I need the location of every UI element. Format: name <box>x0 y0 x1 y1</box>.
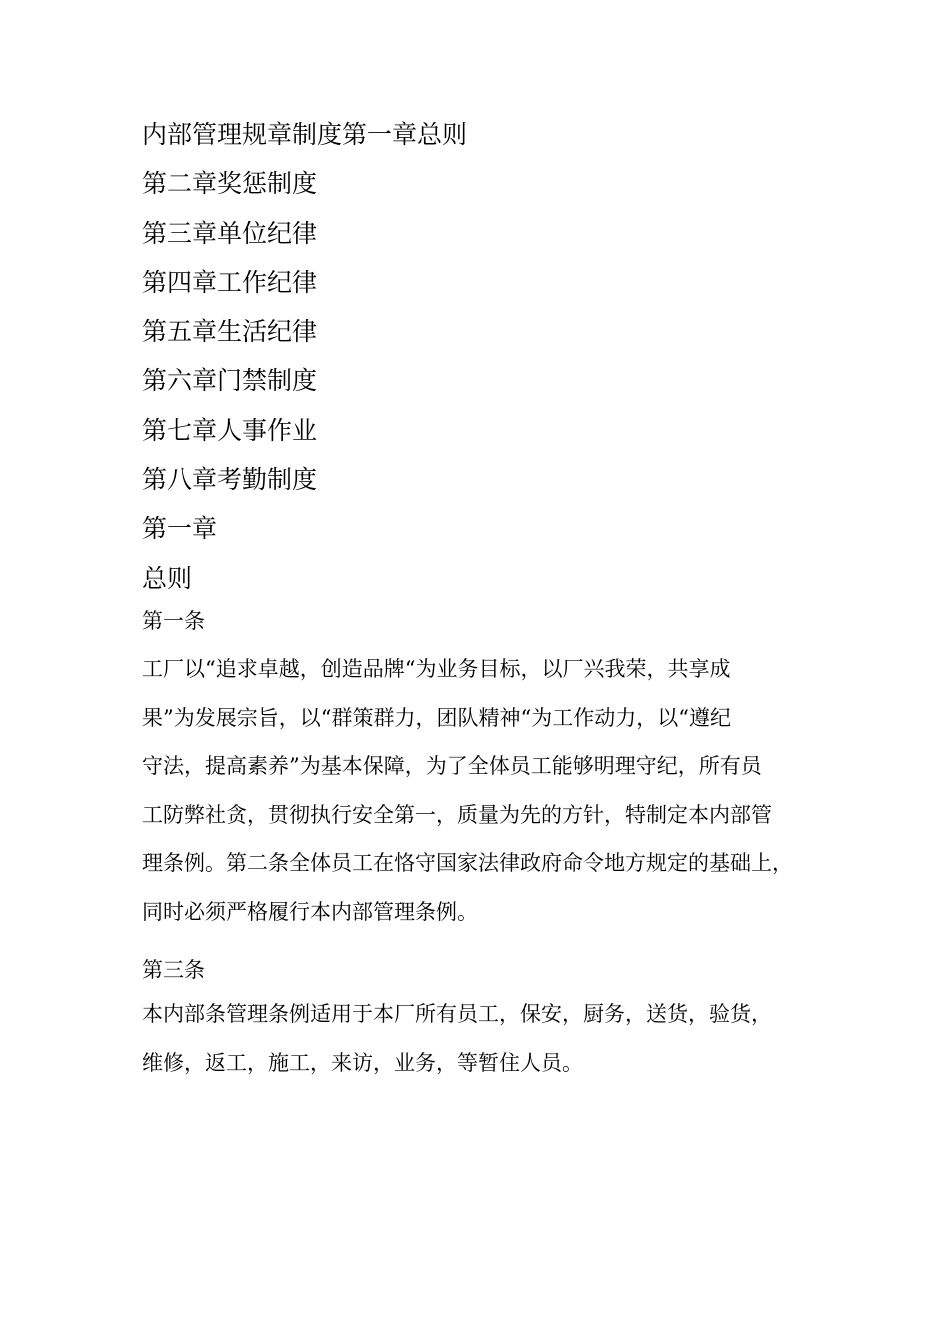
paragraph-line: 维修，返工，施工，来访，业务，等暂住人员。 <box>142 1050 583 1075</box>
article-3-body <box>142 990 842 1087</box>
chapter-heading: 第三章单位纪律 <box>142 218 318 248</box>
chapter-heading: 第四章工作纪律 <box>142 267 318 297</box>
paragraph-line: 果”为发展宗旨，以“群策群力，团队精神“为工作动力，以“遵纪 <box>142 705 731 730</box>
chapter-heading: 第七章人事作业 <box>142 415 318 445</box>
chapter-heading: 总则 <box>142 563 193 593</box>
chapter-heading: 第一章 <box>142 514 218 544</box>
paragraph-line: 同时必须严格履行本内部管理条例。 <box>142 899 478 924</box>
chapter-heading: 内部管理规章制度第一章总则 <box>142 120 468 149</box>
chapter-heading: 第五章生活纪律 <box>142 317 318 347</box>
paragraph-line: 理条例。第二条全体员工在恪守国家法律政府命令地方规定的基础上， <box>142 851 793 876</box>
article-1-title: 第一条 <box>142 609 205 633</box>
paragraph-line: 本内部条管理条例适用于本厂所有员工，保安，厨务，送货，验货， <box>142 1002 772 1026</box>
article-3-title: 第三条 <box>142 958 205 982</box>
chapter-heading: 第六章门禁制度 <box>142 366 318 396</box>
article-1-body <box>142 645 842 937</box>
paragraph-line: 守法，提高素养”为基本保障，为了全体员工能够明理守纪，所有员 <box>142 754 762 779</box>
chapter-heading: 第二章奖惩制度 <box>142 169 318 199</box>
paragraph-line: 工防弊社贪，贯彻执行安全第一，质量为先的方针，特制定本内部管 <box>142 802 772 827</box>
chapter-list <box>142 110 842 603</box>
paragraph-line: 工厂以“追求卓越，创造品牌“为业务目标，以厂兴我荣，共享成 <box>142 657 731 681</box>
chapter-heading: 第八章考勤制度 <box>142 465 318 495</box>
